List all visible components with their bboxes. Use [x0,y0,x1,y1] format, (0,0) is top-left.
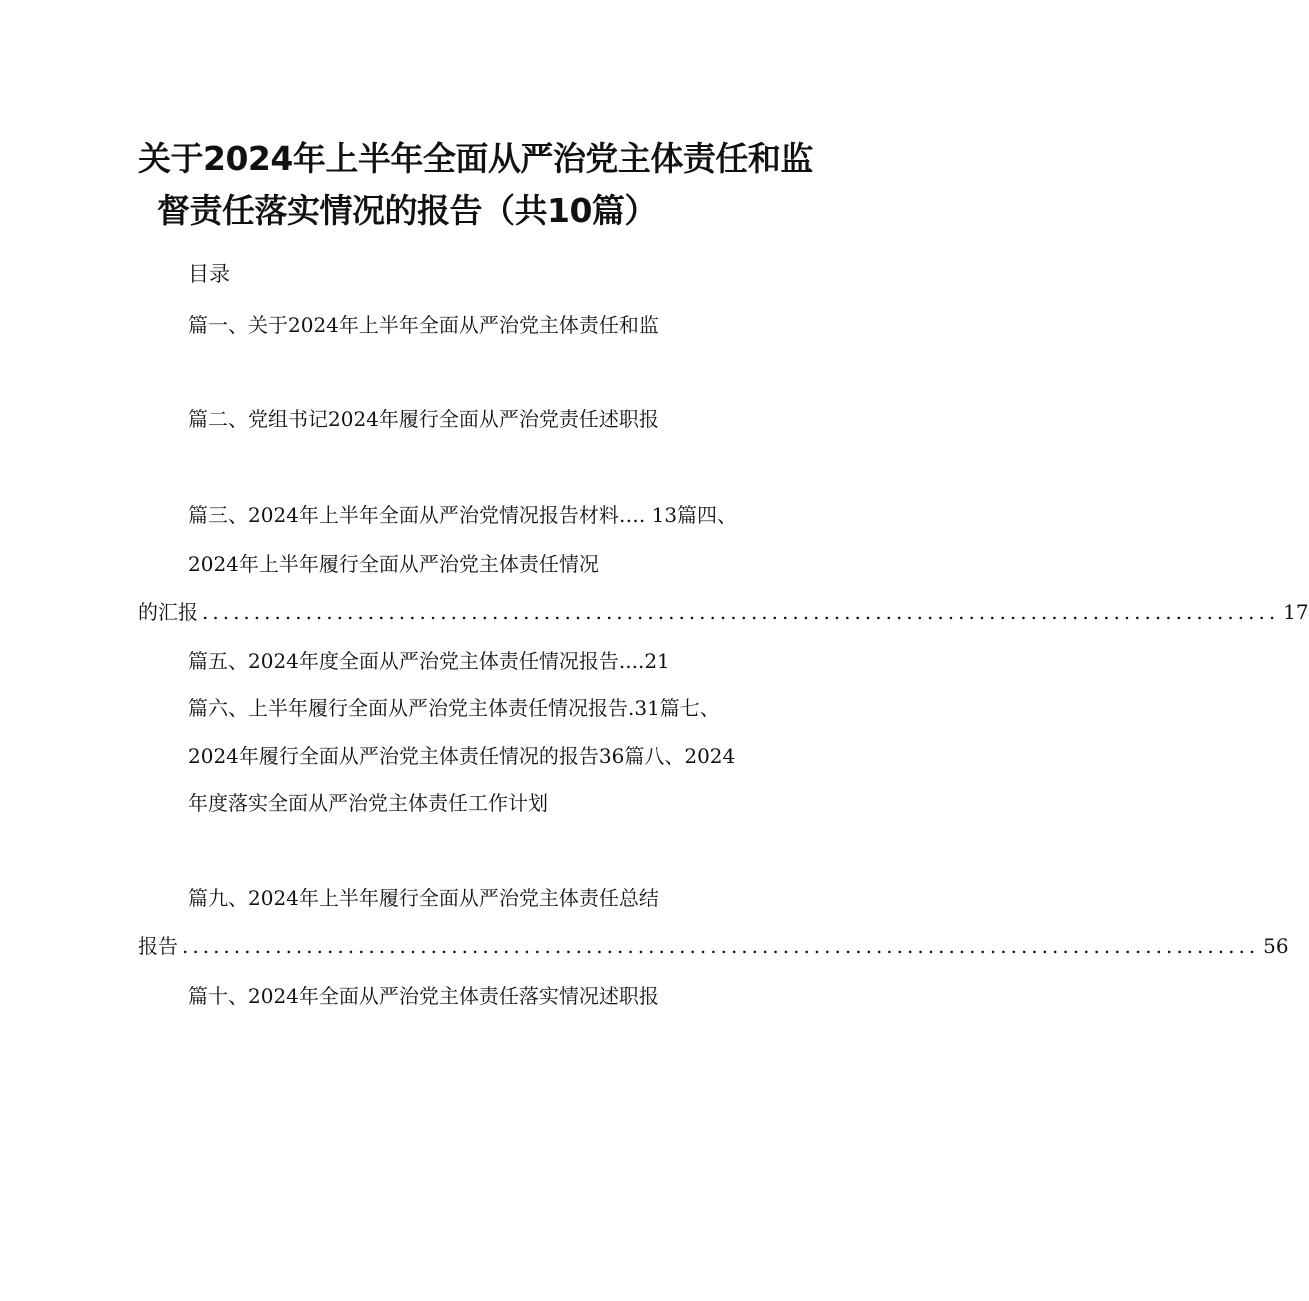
toc-entry-9: 篇九、2024年上半年履行全面从严治党主体责任总结 [188,886,659,910]
toc-entry-3: 篇三、2024年上半年全面从严治党情况报告材料…. 13篇四、 [188,503,738,527]
toc-entry-4: 2024年上半年履行全面从严治党主体责任情况 [188,552,599,576]
toc-entry-4-leader [138,598,1309,626]
toc-entry-1: 篇一、关于2024年上半年全面从严治党主体责任和监 [188,313,659,337]
dot-leader: ........................................................................................................ [182,934,1260,958]
toc-entry-9-leader [138,932,1289,960]
toc-entry-4-page: 17 [1283,600,1309,624]
toc-entry-6: 篇六、上半年履行全面从严治党主体责任情况报告.31篇七、 [188,696,720,720]
document-title-line-2: 督责任落实情况的报告（共10篇） [157,191,657,230]
toc-entry-7: 2024年履行全面从严治党主体责任情况的报告36篇八、2024 [188,744,736,768]
toc-entry-5: 篇五、2024年度全面从严治党主体责任情况报告....21 [188,649,670,673]
toc-entry-9-text: 报告 [138,934,178,958]
toc-entry-10: 篇十、2024年全面从严治党主体责任落实情况述职报 [188,984,659,1008]
toc-entry-9-page: 56 [1263,934,1289,958]
toc-entry-8: 年度落实全面从严治党主体责任工作计划 [188,791,548,815]
toc-entry-2: 篇二、党组书记2024年履行全面从严治党责任述职报 [188,407,659,431]
dot-leader: ........................................................................................................ [202,600,1280,624]
toc-heading: 目录 [188,262,230,286]
document-title-line-1: 关于2024年上半年全面从严治党主体责任和监 [138,139,813,178]
toc-entry-4-text: 的汇报 [138,600,198,624]
